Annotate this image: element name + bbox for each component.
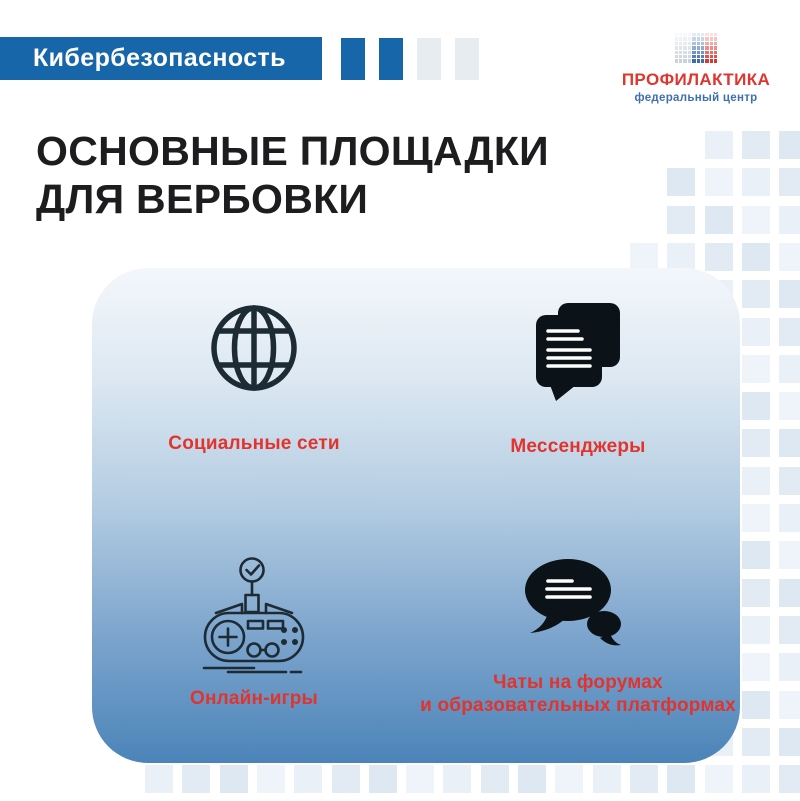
decorative-bar: [455, 38, 479, 80]
card-item-messengers: [416, 268, 740, 511]
card-item-label: Чаты на форумах и образовательных платформах: [420, 672, 736, 717]
pattern-square: [779, 691, 800, 719]
card-item-forum-chats: [416, 511, 740, 763]
card-item-social-networks: [92, 268, 416, 511]
pattern-square: [220, 765, 248, 793]
pattern-square: [406, 765, 434, 793]
pattern-square: [145, 765, 173, 793]
decorative-bar: [417, 38, 441, 80]
pattern-square: [742, 579, 770, 607]
pattern-square: [742, 280, 770, 308]
pattern-square: [779, 131, 800, 159]
pattern-square: [481, 765, 509, 793]
pattern-square: [518, 765, 546, 793]
pattern-square: [742, 728, 770, 756]
pattern-square: [779, 728, 800, 756]
decorative-bar: [379, 38, 403, 80]
pattern-square: [332, 765, 360, 793]
pattern-square: [742, 168, 770, 196]
pattern-square: [742, 243, 770, 271]
topic-banner-label: Кибербезопасность: [33, 44, 286, 72]
card-item-online-games: [92, 511, 416, 763]
pattern-square: [630, 765, 658, 793]
pattern-square: [443, 765, 471, 793]
pattern-square: [779, 504, 800, 532]
decorative-bar: [341, 38, 365, 80]
pattern-square: [182, 765, 210, 793]
pattern-square: [779, 467, 800, 495]
page-title: [36, 128, 549, 224]
pattern-square: [742, 131, 770, 159]
pattern-square: [705, 243, 733, 271]
pattern-square: [742, 355, 770, 383]
pattern-square: [667, 206, 695, 234]
pattern-square: [779, 318, 800, 346]
messengers-icon: [532, 301, 624, 401]
pattern-square: [705, 765, 733, 793]
logo: [608, 33, 784, 104]
page-title-line1: ОСНОВНЫЕ ПЛОЩАДКИ: [36, 128, 549, 174]
pattern-square: [555, 765, 583, 793]
pattern-square: [742, 206, 770, 234]
card-item-label: Мессенджеры: [510, 436, 646, 457]
chat-bubbles-icon: [522, 557, 634, 651]
card-item-label: Онлайн-игры: [189, 688, 318, 709]
pattern-square: [779, 243, 800, 271]
pattern-square: [742, 541, 770, 569]
game-controller-icon: [198, 555, 310, 675]
pattern-square: [705, 168, 733, 196]
logo-title: ПРОФИЛАКТИКА: [621, 69, 771, 89]
pattern-square: [779, 765, 800, 793]
pattern-square: [779, 429, 800, 457]
pattern-square: [779, 616, 800, 644]
page-title-line2: ДЛЯ ВЕРБОВКИ: [36, 175, 369, 222]
pattern-square: [779, 579, 800, 607]
decorative-bars: [341, 38, 479, 80]
pattern-square: [667, 765, 695, 793]
pattern-square: [742, 653, 770, 681]
recruitment-platforms-card: [92, 268, 740, 763]
topic-banner: [0, 37, 322, 80]
pattern-square: [294, 765, 322, 793]
pattern-square: [742, 467, 770, 495]
pattern-square: [742, 429, 770, 457]
pattern-square: [779, 206, 800, 234]
pattern-square: [667, 168, 695, 196]
pattern-square: [369, 765, 397, 793]
pattern-square: [257, 765, 285, 793]
pattern-square: [593, 765, 621, 793]
pattern-square: [742, 691, 770, 719]
pattern-square: [742, 392, 770, 420]
pattern-square: [779, 653, 800, 681]
logo-subtitle: федеральный центр: [634, 91, 758, 104]
pattern-square: [779, 541, 800, 569]
pattern-square: [742, 504, 770, 532]
pattern-square: [779, 392, 800, 420]
logo-pixel-grid-icon: [675, 33, 718, 63]
pattern-square: [779, 168, 800, 196]
pattern-square: [705, 206, 733, 234]
pattern-square: [742, 318, 770, 346]
pattern-square: [667, 243, 695, 271]
pattern-square: [742, 765, 770, 793]
globe-icon: [210, 304, 298, 392]
pattern-square: [779, 280, 800, 308]
card-item-label: Социальные сети: [168, 433, 340, 454]
pattern-square: [630, 243, 658, 271]
pattern-square: [705, 131, 733, 159]
pattern-square: [742, 616, 770, 644]
pattern-square: [779, 355, 800, 383]
